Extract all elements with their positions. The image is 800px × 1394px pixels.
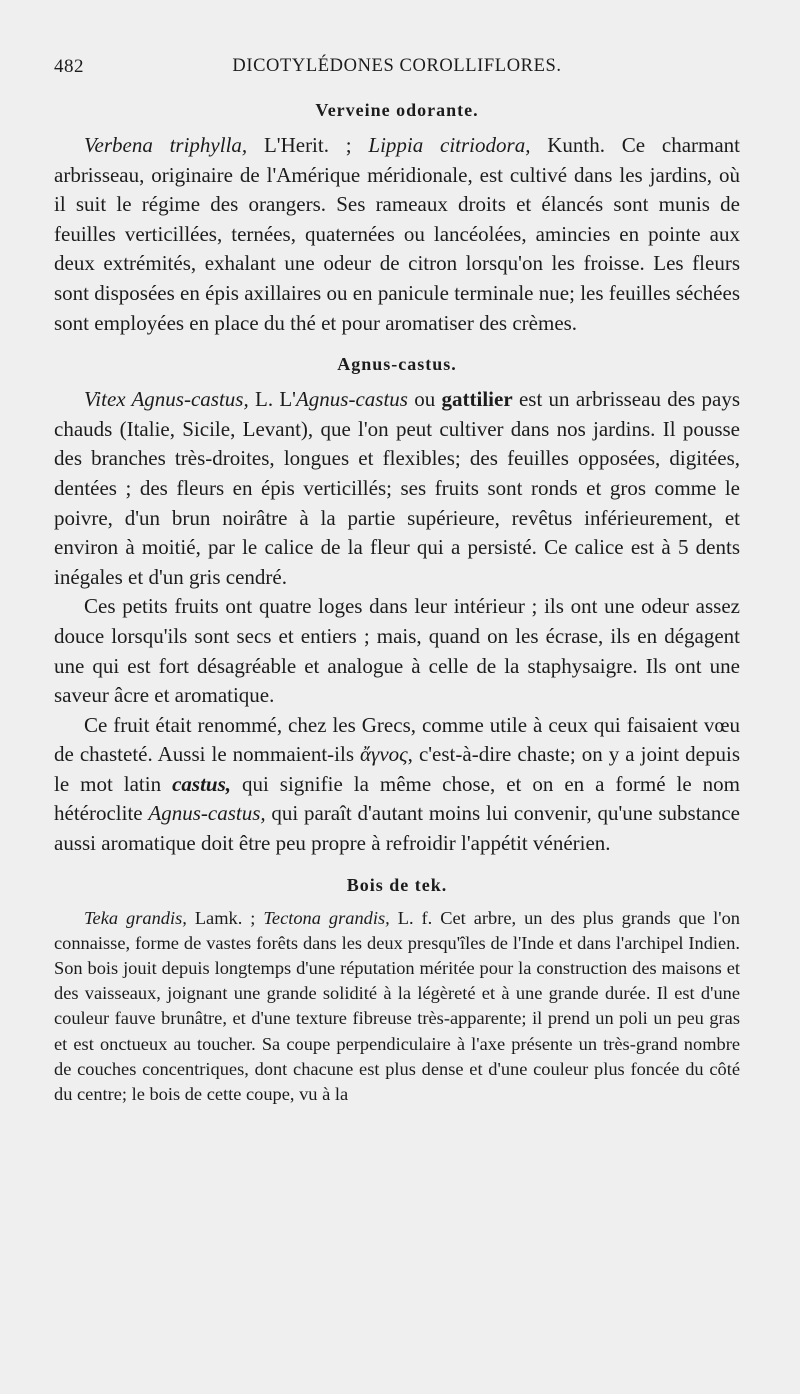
page-number: 482 <box>54 56 84 77</box>
latin-name: Teka grandis, <box>84 907 187 928</box>
paragraph-bois-de-tek <box>54 906 740 1108</box>
common-name: gattilier <box>441 387 513 412</box>
section-title-bois-de-tek: Bois de tek. <box>346 874 448 895</box>
text-run: qui signifie la même chose, et on en a formé le nom hétéroclite <box>54 771 740 826</box>
latin-name: Agnus-castus, <box>148 801 266 826</box>
section-title-verveine: Verveine odorante. <box>315 100 479 120</box>
page-header <box>54 56 740 86</box>
latin-name: Verbena triphylla, <box>84 133 248 157</box>
latin-name: Agnus-castus <box>295 387 408 412</box>
latin-name: Tectona grandis, <box>263 907 390 928</box>
text-run: L. f. Cet arbre, un des plus grands que l'on connaisse, forme de vastes forêts dans les deux presqu'îles de l'Inde et dans l'archipel Indien. Son bois jouit depuis longtemps d'une réputation méritée pour la construction des maisons et des vaisseaux, joignant une grande solidité à la légèreté et à une grande durée. Il est d'une couleur fauve brunâtre, et d'une texture fibreuse très-apparente; il prend un poli un peu gras et est onctueux au toucher. Sa coupe perpendiculaire à l'axe présente un très-grand nombre de couches concentriques, dont chacune est plus dense et d'une couleur plus foncée du côté du centre; le bois de cette coupe, vu à la <box>54 907 740 1105</box>
text-run: est un arbrisseau des pays chauds (Italie, Sicile, Levant), que l'on peut cultiver dans nos jardins. Il pousse des branches très-droites, longues et flexibles; des feuilles opposées, digitées, dentées ; des fleurs en épis verticillés; ses fruits sont ronds et gros comme le poivre, d'un brun noirâtre à la partie supérieure, revêtus inférieurement, et environ à moitié, par le calice de la fleur qui a persisté. Ce calice est à 5 dents inégales et d'un gris cendré. <box>54 387 740 589</box>
running-head: DICOTYLÉDONES COROLLIFLORES. <box>232 56 562 76</box>
text-run: L. L' <box>248 387 296 412</box>
paragraph-agnus-castus-1 <box>54 385 740 592</box>
paragraph-agnus-castus-3 <box>54 711 740 859</box>
text-run: Lamk. ; <box>186 907 264 928</box>
text-run: , c'est-à-dire chaste; on y a joint depuis le mot latin <box>54 742 741 796</box>
section-title-agnus-castus: Agnus-castus. <box>337 354 457 375</box>
paragraph-agnus-castus-2: Ces petits fruits ont quatre loges dans leur intérieur ; ils ont une odeur assez douce lorsqu'ils sont secs et entiers ; mais, quand on les écrase, ils en dégagent une qui est fort désagréable et analogue à celle de la staphysaigre. Ils ont une saveur âcre et aromatique. <box>54 594 740 708</box>
text-run: ou <box>407 387 442 412</box>
greek-word: ἄγνος <box>360 742 408 767</box>
text-run: qui paraît d'autant moins lui convenir, qu'une substance aussi aromatique doit être peu propre à refroidir l'appétit vénérien. <box>54 801 740 856</box>
text-run: Kunth. Ce charmant arbrisseau, originaire de l'Amérique méridionale, est cultivé dans les jardins, où il suit le régime des orangers. Ses rameaux droits et élancés sont munis de feuilles verticillées, ternées, quaternées ou lancéolées, amincies en pointe aux deux extrémités, exhalant une odeur de citron lorsqu'on les froisse. Les fleurs sont disposées en épis axillaires ou en panicule terminale nue; les feuilles séchées sont employées en place du thé et pour aromatiser des crèmes. <box>54 133 740 335</box>
latin-name: Vitex Agnus-castus, <box>84 387 249 412</box>
text-run: Ce fruit était renommé, chez les Grecs, comme utile à ceux qui faisaient vœu de chasteté. Aussi le nommaient-ils <box>54 712 740 767</box>
latin-name: Lippia citriodora, <box>368 133 531 157</box>
text-run: L'Herit. ; <box>247 133 369 157</box>
latin-word: castus, <box>172 771 232 796</box>
paragraph-verveine <box>54 131 740 338</box>
